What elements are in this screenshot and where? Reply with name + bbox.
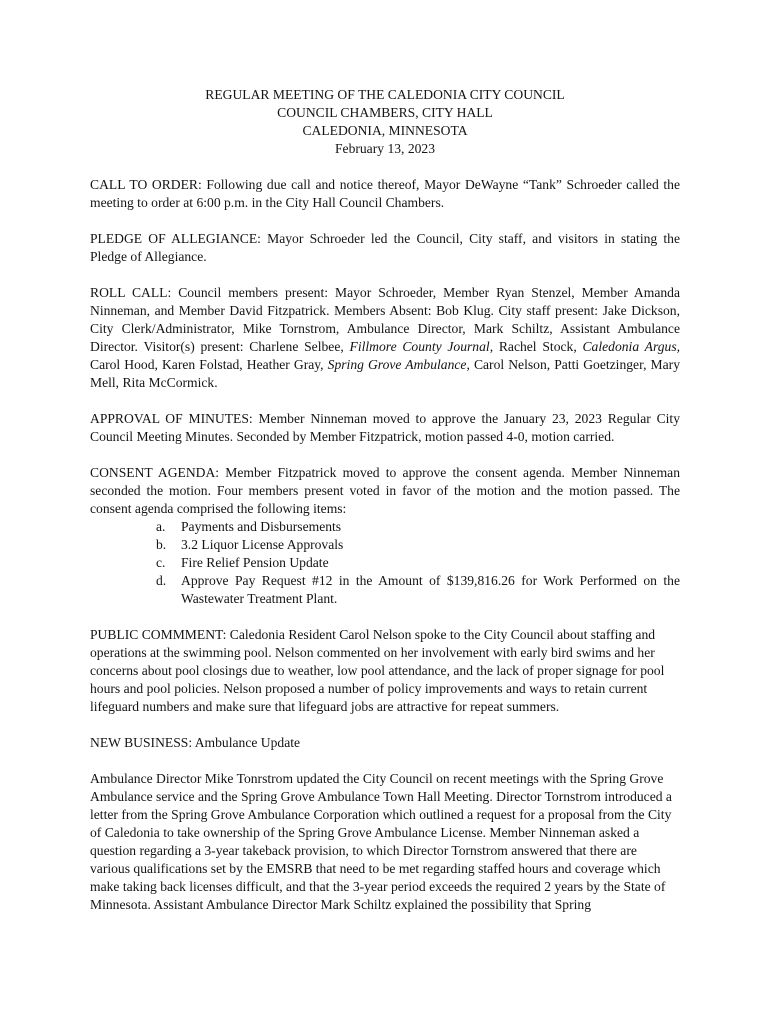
list-item bbox=[156, 572, 680, 608]
organization-name: Spring Grove Ambulance, bbox=[327, 357, 470, 372]
new-business-heading: NEW BUSINESS: Ambulance Update bbox=[90, 735, 301, 750]
roll-call-text-1: ROLL CALL: Council members present: Mayor Schroeder, Member Ryan Stenzel, Member Amanda Ninneman, and Member David Fitzpatrick. Members Absent: Bob Klug. City staff present: Jake Dickson, City Clerk/Administrator, Mike Tornstrom, Ambulance Director, Mark Schiltz, Assistant Ambulance Director. Visitor(s) present: Charlene Selbee, bbox=[90, 285, 680, 354]
call-to-order-paragraph: CALL TO ORDER: Following due call and notice thereof, Mayor DeWayne “Tank” Schroeder called the meeting to order at 6:00 p.m. in the City Hall Council Chambers. bbox=[90, 177, 680, 210]
document-page bbox=[90, 86, 680, 914]
header-title: REGULAR MEETING OF THE CALEDONIA CITY COUNCIL bbox=[205, 87, 565, 102]
consent-agenda-list bbox=[90, 518, 680, 608]
list-marker: d. bbox=[156, 573, 167, 588]
list-item-text: Fire Relief Pension Update bbox=[181, 555, 329, 570]
list-item bbox=[156, 518, 680, 536]
roll-call-text-2: , Rachel Stock, bbox=[489, 339, 583, 354]
approval-of-minutes-paragraph: APPROVAL OF MINUTES: Member Ninneman moved to approve the January 23, 2023 Regular City Council Meeting Minutes. Seconded by Member Fitzpatrick, motion passed 4-0, motion carried. bbox=[90, 411, 680, 444]
list-item-text: 3.2 Liquor License Approvals bbox=[181, 537, 344, 552]
publication-name: Caledonia Argus, bbox=[582, 339, 681, 354]
list-marker: b. bbox=[156, 537, 167, 552]
list-item-text: Approve Pay Request #12 in the Amount of $139,816.26 for Work Performed on the Wastewater Treatment Plant. bbox=[181, 573, 680, 606]
document-header bbox=[90, 86, 680, 158]
list-marker: c. bbox=[156, 555, 166, 570]
header-location: COUNCIL CHAMBERS, CITY HALL bbox=[277, 105, 493, 120]
public-comment-paragraph: PUBLIC COMMMENT: Caledonia Resident Carol Nelson spoke to the City Council about staffing and operations at the swimming pool. Nelson commented on her involvement with early bird swims and her concerns about pool closings due to weather, low pool attendance, and the lack of proper signage for pool hours and pool policies. Nelson proposed a number of policy improvements and ways to retain current lifeguard numbers and make sure that lifeguard jobs are attractive for repeat summers. bbox=[90, 627, 665, 714]
publication-name: Fillmore County Journal bbox=[349, 339, 490, 354]
header-date: February 13, 2023 bbox=[334, 141, 436, 156]
ambulance-update-paragraph: Ambulance Director Mike Tonrstrom updated the City Council on recent meetings with the Spring Grove Ambulance service and the Spring Grove Ambulance Town Hall Meeting. Director Tornstrom introduced a letter from the Spring Grove Ambulance Corporation which outlined a request for a proposal from the City of Caledonia to take ownership of the Spring Grove Ambulance License. Member Ninneman asked a question regarding a 3-year takeback provision, to which Director Tornstrom answered that there are various qualifications set by the EMSRB that need to be met regarding staffed hours and coverage which make taking back licenses difficult, and that the 3-year period exceeds the required 2 years by the State of Minnesota. Assistant Ambulance Director Mark Schiltz explained the possibility that Spring bbox=[90, 771, 672, 912]
consent-agenda-section bbox=[90, 464, 680, 608]
pledge-paragraph: PLEDGE OF ALLEGIANCE: Mayor Schroeder led the Council, City staff, and visitors in stating the Pledge of Allegiance. bbox=[90, 231, 680, 264]
list-marker: a. bbox=[156, 519, 166, 534]
list-item bbox=[156, 536, 680, 554]
roll-call-paragraph bbox=[90, 284, 680, 392]
list-item bbox=[156, 554, 680, 572]
list-item-text: Payments and Disbursements bbox=[181, 519, 342, 534]
header-city: CALEDONIA, MINNESOTA bbox=[302, 123, 468, 138]
consent-agenda-intro: CONSENT AGENDA: Member Fitzpatrick moved to approve the consent agenda. Member Ninneman seconded the motion. Four members present voted in favor of the motion and the motion passed. The consent agenda comprised the following items: bbox=[90, 465, 680, 516]
roll-call-text-4: Carol Nelson, Patti Goetzinger, Mary Mell, Rita McCormick. bbox=[90, 357, 680, 390]
roll-call-text-3: Carol Hood, Karen Folstad, Heather Gray, bbox=[90, 357, 328, 372]
